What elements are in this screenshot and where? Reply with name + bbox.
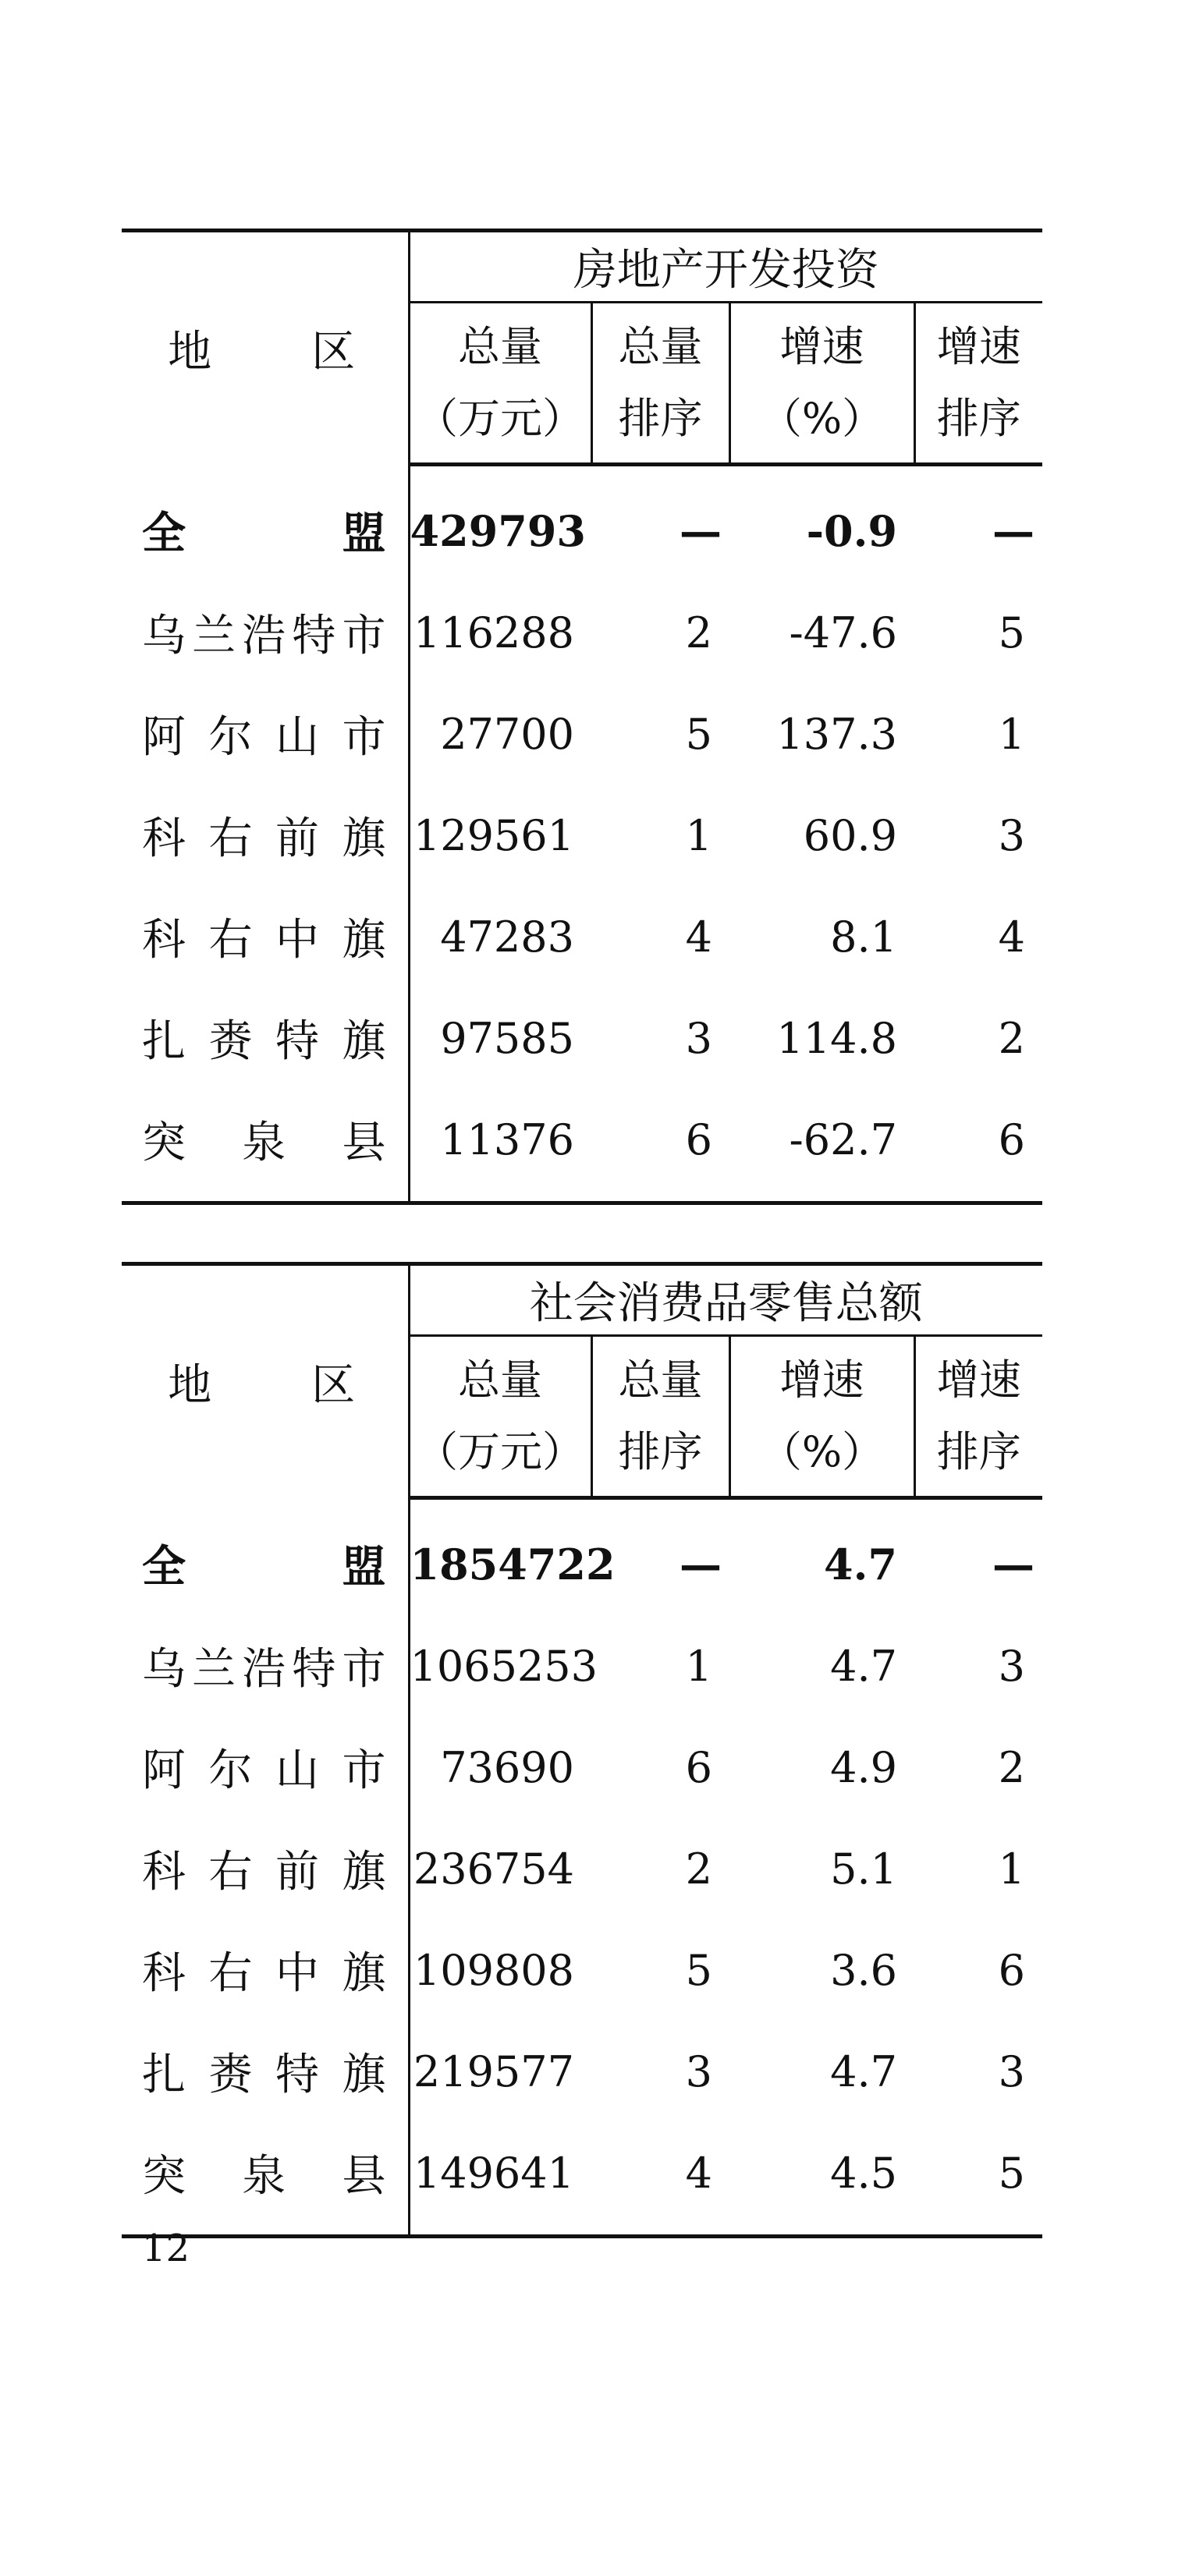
region-char: 市 [342, 712, 386, 763]
total-rank: 5 [685, 709, 712, 759]
region-char: 旗 [342, 1847, 386, 1897]
growth-value: 60.9 [803, 810, 897, 860]
growth-rank: — [992, 1540, 1034, 1589]
total-rank: — [680, 506, 722, 556]
table-title: 房地产开发投资 [409, 231, 1042, 303]
region-char: 尔 [208, 1745, 253, 1796]
region-char: 市 [342, 1644, 386, 1695]
region-char: 突 [142, 2151, 186, 2202]
growth-value: 8.1 [830, 912, 897, 962]
total-value: 219577 [413, 2046, 574, 2096]
region-name [122, 1919, 409, 2021]
total-value: 47283 [440, 912, 574, 962]
table-row [122, 886, 1042, 987]
real-estate-investment-table [122, 229, 1042, 1205]
table-row [122, 785, 1042, 886]
total-rank: 6 [685, 1742, 712, 1792]
total-value: 27700 [440, 709, 574, 759]
region-char: 特 [292, 611, 336, 661]
region-char: 突 [142, 1118, 186, 1168]
total-value: 109808 [413, 1945, 574, 1995]
growth-value: 137.3 [776, 709, 897, 759]
total-value: 97585 [440, 1013, 574, 1063]
region-char: 中 [275, 915, 319, 966]
region-char: 前 [275, 1847, 319, 1897]
region-char: 盟 [342, 507, 386, 559]
region-char: 右 [208, 813, 253, 864]
region-char: 全 [142, 1540, 186, 1593]
growth-rank: 2 [998, 1013, 1025, 1063]
total-rank: 1 [685, 810, 712, 860]
retail-sales-table [122, 1262, 1042, 2238]
growth-rank: 3 [998, 2046, 1025, 2096]
region-header-char: 区 [311, 326, 362, 377]
table-row [122, 582, 1042, 683]
growth-rank: 6 [914, 1089, 1042, 1203]
growth-value: -0.9 [806, 506, 897, 556]
total-rank: 5 [685, 1945, 712, 1995]
table-row [122, 683, 1042, 785]
total-value: 429793 [410, 506, 586, 556]
region-char: 右 [208, 1948, 253, 1999]
region-name [122, 785, 409, 886]
growth-value: 4.9 [830, 1742, 897, 1792]
growth-rank: 1 [998, 1844, 1025, 1894]
growth-value: 3.6 [830, 1945, 897, 1995]
region-char: 盟 [342, 1540, 386, 1593]
column-header-growth-rank: 增速 排序 [914, 1336, 1042, 1498]
total-rank: 4 [591, 2122, 729, 2237]
region-char: 扎 [142, 1016, 186, 1067]
growth-value: 4.7 [830, 1641, 897, 1691]
table-row [122, 1089, 1042, 1203]
total-rank: 2 [685, 608, 712, 657]
region-char: 扎 [142, 2050, 186, 2100]
region-char: 兰 [192, 611, 236, 661]
column-header-total: 总量 （万元） [409, 303, 591, 465]
region-char: 右 [208, 1847, 253, 1897]
region-char: 浩 [242, 1644, 286, 1695]
total-value: 236754 [413, 1844, 574, 1894]
region-char: 前 [275, 813, 319, 864]
region-header [122, 231, 409, 465]
region-name [122, 2021, 409, 2122]
region-name [122, 1089, 409, 1203]
region-name [122, 1498, 409, 1616]
region-header-char: 地 [168, 326, 218, 377]
growth-rank: 5 [998, 608, 1025, 657]
region-char: 泉 [242, 2151, 286, 2202]
region-char: 特 [275, 1016, 319, 1067]
growth-value: 5.1 [830, 1844, 897, 1894]
region-char: 右 [208, 915, 253, 966]
region-char: 赉 [208, 1016, 253, 1067]
table-row [122, 1498, 1042, 1616]
region-name [122, 987, 409, 1089]
table-row [122, 1818, 1042, 1919]
page-number: 12 [142, 2227, 190, 2270]
column-header-growth: 增速 （%） [729, 303, 914, 465]
table-title: 社会消费品零售总额 [409, 1264, 1042, 1336]
total-rank: 2 [685, 1844, 712, 1894]
region-char: 特 [275, 2050, 319, 2100]
region-char: 县 [342, 2151, 386, 2202]
growth-value: 4.5 [729, 2122, 914, 2237]
region-char: 市 [342, 611, 386, 661]
growth-value: -47.6 [789, 608, 897, 657]
growth-rank: 1 [998, 709, 1025, 759]
region-name [122, 886, 409, 987]
growth-rank: 4 [998, 912, 1025, 962]
table-row [122, 1615, 1042, 1717]
table-row [122, 2122, 1042, 2237]
column-header-growth-rank: 增速 排序 [914, 303, 1042, 465]
region-char: 乌 [142, 611, 186, 661]
region-char: 县 [342, 1118, 386, 1168]
region-char: 旗 [342, 2050, 386, 2100]
growth-rank: 3 [998, 810, 1025, 860]
table-row [122, 1717, 1042, 1818]
column-header-total: 总量 （万元） [409, 1336, 591, 1498]
table-row [122, 2021, 1042, 2122]
column-header-growth: 增速 （%） [729, 1336, 914, 1498]
region-char: 旗 [342, 1948, 386, 1999]
growth-rank: 3 [998, 1641, 1025, 1691]
total-value: 73690 [440, 1742, 574, 1792]
region-name [122, 683, 409, 785]
region-name [122, 582, 409, 683]
region-char: 市 [342, 1745, 386, 1796]
growth-value: 114.8 [776, 1013, 897, 1063]
region-char: 阿 [142, 712, 186, 763]
region-char: 科 [142, 1948, 186, 1999]
total-rank: — [680, 1540, 722, 1589]
total-rank: 1 [685, 1641, 712, 1691]
total-rank: 6 [591, 1089, 729, 1203]
total-value: 1065253 [410, 1641, 598, 1691]
region-char: 尔 [208, 712, 253, 763]
total-value: 116288 [413, 608, 574, 657]
region-char: 旗 [342, 915, 386, 966]
region-header-char: 地 [168, 1359, 218, 1411]
region-char: 旗 [342, 813, 386, 864]
region-char: 山 [275, 1745, 319, 1796]
region-char: 中 [275, 1948, 319, 1999]
region-char: 科 [142, 813, 186, 864]
growth-rank: 2 [998, 1742, 1025, 1792]
region-char: 浩 [242, 611, 286, 661]
region-name [122, 465, 409, 583]
growth-rank: 6 [998, 1945, 1025, 1995]
total-value: 1854722 [410, 1540, 616, 1589]
region-char: 山 [275, 712, 319, 763]
region-name [122, 1615, 409, 1717]
table-row [122, 1919, 1042, 2021]
region-char: 全 [142, 507, 186, 559]
region-char: 赉 [208, 2050, 253, 2100]
region-name [122, 1717, 409, 1818]
table-row [122, 987, 1042, 1089]
total-value: 149641 [409, 2122, 591, 2237]
region-char: 科 [142, 915, 186, 966]
region-header-char: 区 [311, 1359, 362, 1411]
growth-rank: 5 [914, 2122, 1042, 2237]
region-char: 兰 [192, 1644, 236, 1695]
total-rank: 3 [685, 2046, 712, 2096]
growth-value: 4.7 [824, 1540, 897, 1589]
growth-rank: — [992, 506, 1034, 556]
column-header-total-rank: 总量 排序 [591, 303, 729, 465]
region-char: 阿 [142, 1745, 186, 1796]
growth-value: -62.7 [729, 1089, 914, 1203]
region-name [122, 2122, 409, 2237]
region-char: 乌 [142, 1644, 186, 1695]
total-rank: 4 [685, 912, 712, 962]
column-header-total-rank: 总量 排序 [591, 1336, 729, 1498]
region-header [122, 1264, 409, 1498]
total-value: 129561 [413, 810, 574, 860]
region-char: 科 [142, 1847, 186, 1897]
growth-value: 4.7 [830, 2046, 897, 2096]
region-char: 旗 [342, 1016, 386, 1067]
region-char: 特 [292, 1644, 336, 1695]
total-rank: 3 [685, 1013, 712, 1063]
region-char: 泉 [242, 1118, 286, 1168]
region-name [122, 1818, 409, 1919]
total-value: 11376 [409, 1089, 591, 1203]
table-row [122, 465, 1042, 583]
